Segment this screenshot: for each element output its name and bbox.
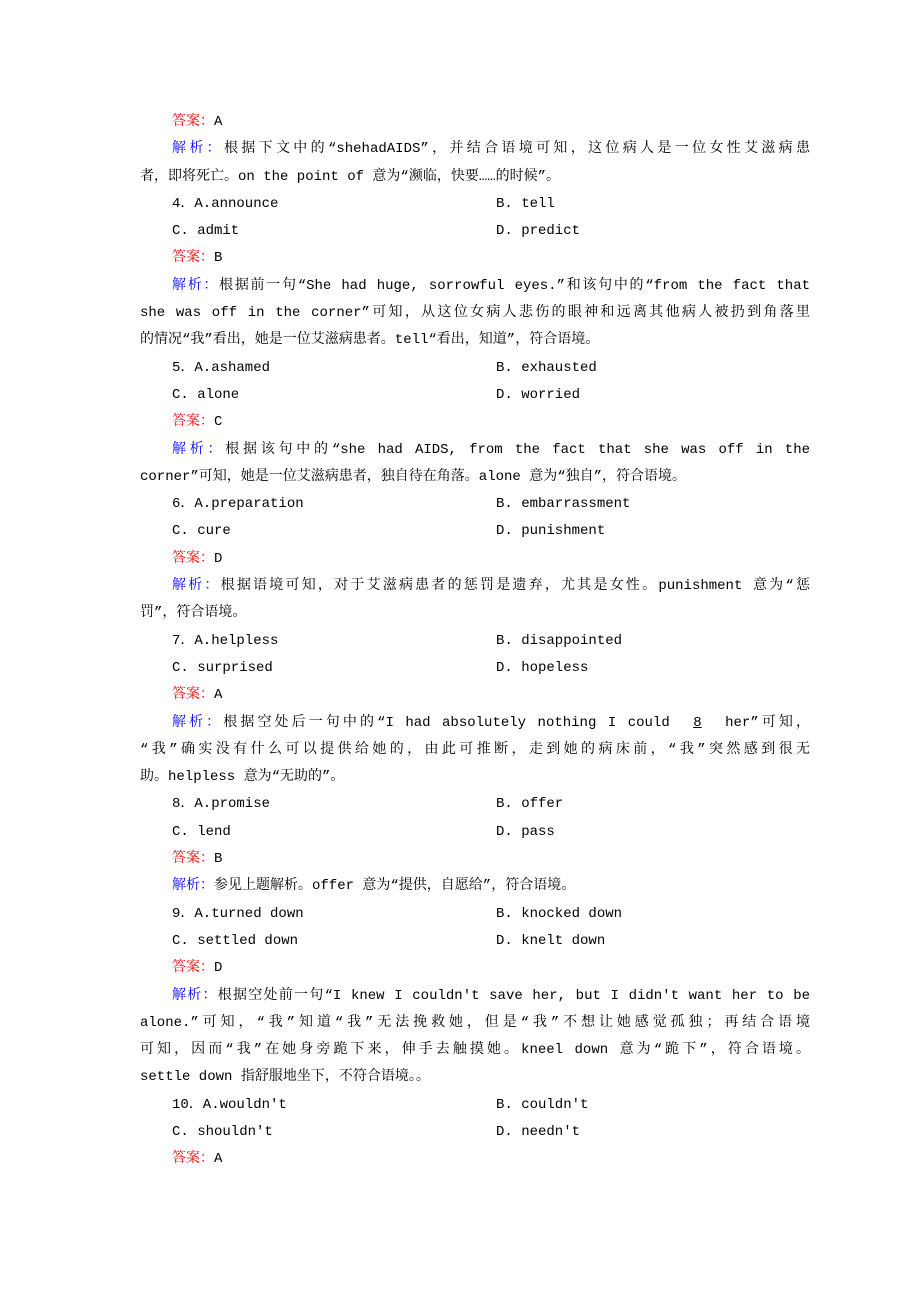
analysis-line [140, 327, 810, 354]
option: D. predict [496, 223, 581, 240]
analysis-line [140, 764, 810, 791]
analysis-text: “我”确实没有什么可以提供给她的，由此可推断，走到她的病床前，“我”突然感到很无 [140, 741, 810, 758]
blank-number: 8 [693, 714, 702, 731]
analysis-text: 根据该句中的“she had AIDS, from the fact that she was off in the [225, 441, 810, 458]
analysis-label: 解析： [172, 141, 224, 158]
option: 4．A.announce [172, 195, 279, 212]
question-options-row [140, 518, 810, 545]
question-options-row [140, 382, 810, 409]
answer-label: 答案： [172, 960, 214, 977]
option: C. admit [172, 223, 240, 240]
analysis-line [140, 464, 810, 491]
answer-label: 答案： [172, 687, 214, 704]
option: C. cure [172, 523, 231, 540]
analysis-label: 解析： [172, 277, 220, 294]
analysis-text: 参见上题解析。offer 意为“提供，自愿给”，符合语境。 [214, 878, 576, 895]
analysis-text: 根据空处后一句中的“I had absolutely nothing I could [223, 714, 682, 731]
option: B. knocked down [496, 905, 623, 922]
analysis-line [140, 437, 810, 464]
option: 10．A.wouldn't [172, 1096, 287, 1113]
question-options-row [140, 655, 810, 682]
answer-value: D [214, 960, 223, 977]
option: B. embarrassment [496, 496, 631, 513]
analysis-line [140, 1064, 810, 1091]
analysis-line [140, 873, 810, 900]
answer-value: C [214, 414, 223, 431]
option: D. pass [496, 823, 555, 840]
analysis-line [140, 737, 810, 764]
answer-line [140, 409, 810, 436]
analysis-text: she was off in the corner”可知，从这位女病人悲伤的眼神和远离其他病人被扔到角落里 [140, 305, 810, 322]
analysis-text: 可知，因而“我”在她身旁跪下来，伸手去触摸她。kneel down 意为“跪下”，符合语境。 [140, 1042, 810, 1059]
answer-label: 答案： [172, 250, 214, 267]
analysis-text: 的情况“我”看出，她是一位艾滋病患者。tell“看出，知道”，符合语境。 [140, 332, 600, 349]
option: D. needn't [496, 1123, 581, 1140]
option: B. exhausted [496, 359, 597, 376]
document-page [140, 109, 810, 1174]
answer-value: A [214, 687, 223, 704]
answer-label: 答案： [172, 114, 214, 130]
analysis-line [140, 1037, 810, 1064]
question-options-row [140, 928, 810, 955]
analysis-line [140, 1010, 810, 1037]
question-options-row [140, 1092, 810, 1119]
option: B. tell [496, 195, 555, 212]
option: D. hopeless [496, 659, 589, 676]
analysis-line [140, 136, 810, 163]
analysis-text: her”可知， [713, 714, 810, 731]
analysis-text: 者，即将死亡。on the point of 意为“濒临，快要……的时候”。 [140, 168, 561, 185]
option: C. alone [172, 386, 240, 403]
answer-label: 答案： [172, 851, 214, 868]
option: D. knelt down [496, 932, 606, 949]
answer-label: 答案： [172, 1151, 214, 1168]
question-options-row [140, 1119, 810, 1146]
analysis-label: 解析： [172, 987, 218, 1004]
option: C. settled down [172, 932, 299, 949]
answer-value: A [214, 1151, 223, 1168]
question-options-row [140, 355, 810, 382]
answer-line [140, 546, 810, 573]
answer-value: A [214, 114, 223, 130]
answer-label: 答案： [172, 550, 214, 567]
analysis-line [140, 600, 810, 627]
analysis-line [140, 710, 810, 737]
question-options-row [140, 819, 810, 846]
option: C. shouldn't [172, 1123, 273, 1140]
option: D. worried [496, 386, 581, 403]
analysis-label: 解析： [172, 441, 226, 458]
option: B. couldn't [496, 1096, 589, 1113]
option: 9．A.turned down [172, 905, 304, 922]
question-options-row [140, 628, 810, 655]
option: C. lend [172, 823, 231, 840]
analysis-line [140, 983, 810, 1010]
analysis-text: 根据空处前一句“I knew I couldn't save her, but I didn't want her to be [217, 987, 810, 1004]
answer-value: D [214, 550, 223, 567]
analysis-text: alone.”可知，“我”知道“我”无法挽救她，但是“我”不想让她感觉孤独；再结合语境 [140, 1014, 810, 1031]
answer-line [140, 245, 810, 272]
answer-line [140, 109, 810, 136]
option: C. surprised [172, 659, 273, 676]
answer-line [140, 955, 810, 982]
answer-value: B [214, 851, 223, 868]
analysis-line [140, 300, 810, 327]
analysis-label: 解析： [172, 714, 224, 731]
question-options-row [140, 901, 810, 928]
answer-line [140, 846, 810, 873]
analysis-label: 解析： [172, 878, 214, 895]
answer-line [140, 682, 810, 709]
option: B. disappointed [496, 632, 623, 649]
option: D. punishment [496, 523, 606, 540]
analysis-text: settle down 指舒服地坐下，不符合语境。。 [140, 1069, 430, 1086]
question-options-row [140, 218, 810, 245]
analysis-text: 根据语境可知，对于艾滋病患者的惩罚是遗弃，尤其是女性。punishment 意为“惩 [220, 578, 810, 595]
analysis-text: 罚”，符合语境。 [140, 605, 247, 622]
analysis-text: corner”可知，她是一位艾滋病患者，独自待在角落。alone 意为“独自”，符合语境。 [140, 468, 687, 485]
option: 8．A.promise [172, 796, 271, 813]
question-options-row [140, 191, 810, 218]
question-options-row [140, 791, 810, 818]
question-options-row [140, 491, 810, 518]
option: B. offer [496, 796, 564, 813]
analysis-line [140, 164, 810, 191]
option: 6．A.preparation [172, 496, 304, 513]
analysis-text: 根据下文中的“shehadAIDS”，并结合语境可知，这位病人是一位女性艾滋病患 [223, 141, 810, 158]
option: 5．A.ashamed [172, 359, 271, 376]
analysis-line [140, 273, 810, 300]
answer-value: B [214, 250, 223, 267]
answer-label: 答案： [172, 414, 214, 431]
option: 7．A.helpless [172, 632, 279, 649]
analysis-text: 根据前一句“She had huge, sorrowful eyes.”和该句中的“from the fact that [219, 277, 810, 294]
analysis-label: 解析： [172, 578, 221, 595]
analysis-text: 助。helpless 意为“无助的”。 [140, 769, 345, 786]
answer-line [140, 1146, 810, 1173]
analysis-line [140, 573, 810, 600]
